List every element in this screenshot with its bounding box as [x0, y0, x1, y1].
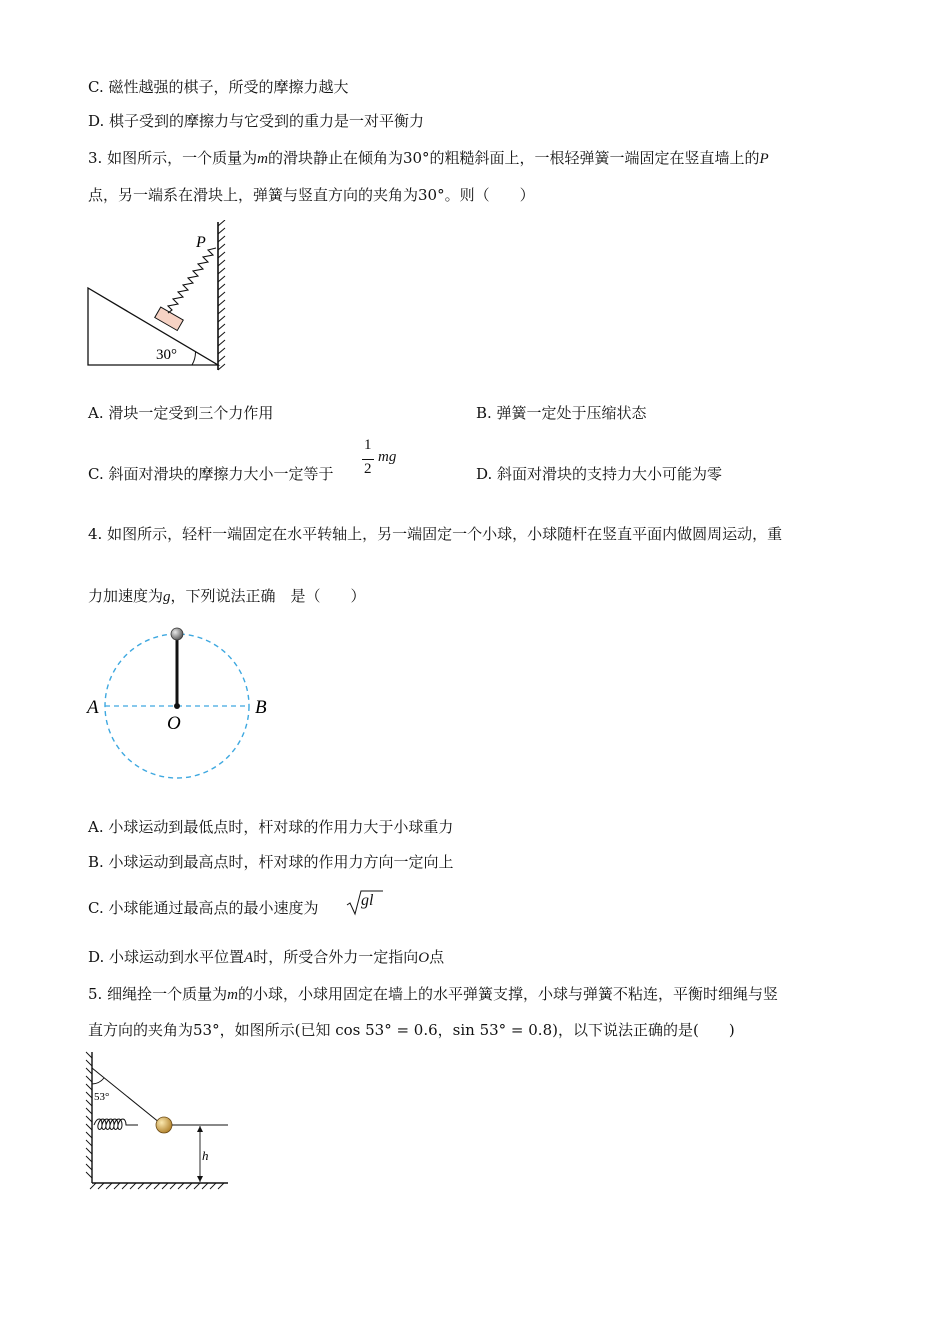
- q3-option-c[interactable]: [88, 464, 333, 484]
- fraction-bar: [362, 459, 374, 460]
- option-d-prev: D. 棋子受到的摩擦力与它受到的重力是一对平衡力: [88, 112, 425, 130]
- q4-text: 点: [429, 948, 445, 966]
- q3-option-a[interactable]: A. 滑块一定受到三个力作用: [88, 404, 274, 422]
- label-p: P: [196, 234, 206, 251]
- label-a: A: [87, 697, 99, 718]
- q4-var-o: O: [418, 950, 430, 966]
- sqrt-gl: gl: [361, 892, 374, 909]
- q4-option-c[interactable]: [88, 898, 318, 918]
- q4-figure: [80, 620, 280, 790]
- q5-stem-line2: 直方向的夹角为53°，如图所示(已知 cos 53° = 0.6，sin 53° = 0.8)，以下说法正确的是( ): [88, 1021, 735, 1039]
- q4-stem-line1: 4. 如图所示，轻杆一端固定在水平转轴上，另一端固定一个小球，小球随杆在竖直平面内做圆周运动，重: [88, 525, 783, 543]
- label-o: O: [167, 713, 181, 734]
- q3-option-c-text: C. 斜面对滑块的摩擦力大小一定等于: [88, 465, 334, 483]
- q4-var-g: g: [163, 589, 171, 605]
- q3-var-p: P: [759, 151, 769, 167]
- spring: [94, 1119, 138, 1130]
- q4-text: 力加速度为: [88, 587, 164, 605]
- q3-var-m: m: [257, 151, 268, 167]
- q4-text: 时，所受合外力一定指向: [253, 948, 419, 966]
- spring: [168, 248, 216, 313]
- label-h: h: [202, 1148, 209, 1163]
- q5-var-m: m: [227, 987, 238, 1003]
- q3-stem-line1: [88, 148, 769, 169]
- label-b: B: [255, 697, 267, 718]
- slider-block: [155, 307, 184, 330]
- ball: [156, 1117, 172, 1133]
- q4-option-d[interactable]: [88, 947, 444, 968]
- q3-figure: [80, 220, 240, 380]
- option-c-prev: C. 磁性越强的棋子，所受的摩擦力越大: [88, 78, 349, 96]
- fraction-denominator: 2: [364, 461, 372, 477]
- q5-stem-line1: [88, 984, 778, 1005]
- fraction-numerator: 1: [364, 437, 372, 453]
- q4-option-a[interactable]: A. 小球运动到最低点时，杆对球的作用力大于小球重力: [88, 818, 454, 836]
- q4-var-a: A: [244, 950, 254, 966]
- q5-text: 的小球，小球用固定在墙上的水平弹簧支撑，小球与弹簧不粘连，平衡时细绳与竖: [237, 985, 778, 1003]
- q4-option-b[interactable]: B. 小球运动到最高点时，杆对球的作用力方向一定向上: [88, 853, 454, 871]
- label-angle-53: 53°: [94, 1091, 110, 1103]
- q4-stem-line2: [88, 586, 366, 607]
- q5-figure: [84, 1050, 234, 1190]
- mg-symbol: mg: [378, 449, 397, 465]
- q5-text: 5. 细绳拴一个质量为: [88, 985, 228, 1003]
- q3-text: 的滑块静止在倾角为30°的粗糙斜面上，一根轻弹簧一端固定在竖直墙上的: [267, 149, 760, 167]
- q4-text: D. 小球运动到水平位置: [88, 948, 245, 966]
- q3-text: 3. 如图所示，一个质量为: [88, 149, 258, 167]
- q3-option-d[interactable]: D. 斜面对滑块的支持力大小可能为零: [476, 465, 723, 483]
- q3-stem-line2: 点，另一端系在滑块上，弹簧与竖直方向的夹角为30°。则（ ）: [88, 186, 535, 204]
- q3-option-b[interactable]: B. 弹簧一定处于压缩状态: [476, 404, 647, 422]
- axis-point: [174, 703, 180, 709]
- label-angle-30: 30°: [156, 347, 177, 363]
- q4-option-c-text: C. 小球能通过最高点的最小速度为: [88, 899, 319, 917]
- small-ball: [171, 628, 183, 640]
- q4-text: ，下列说法正确 是（ ）: [170, 587, 366, 605]
